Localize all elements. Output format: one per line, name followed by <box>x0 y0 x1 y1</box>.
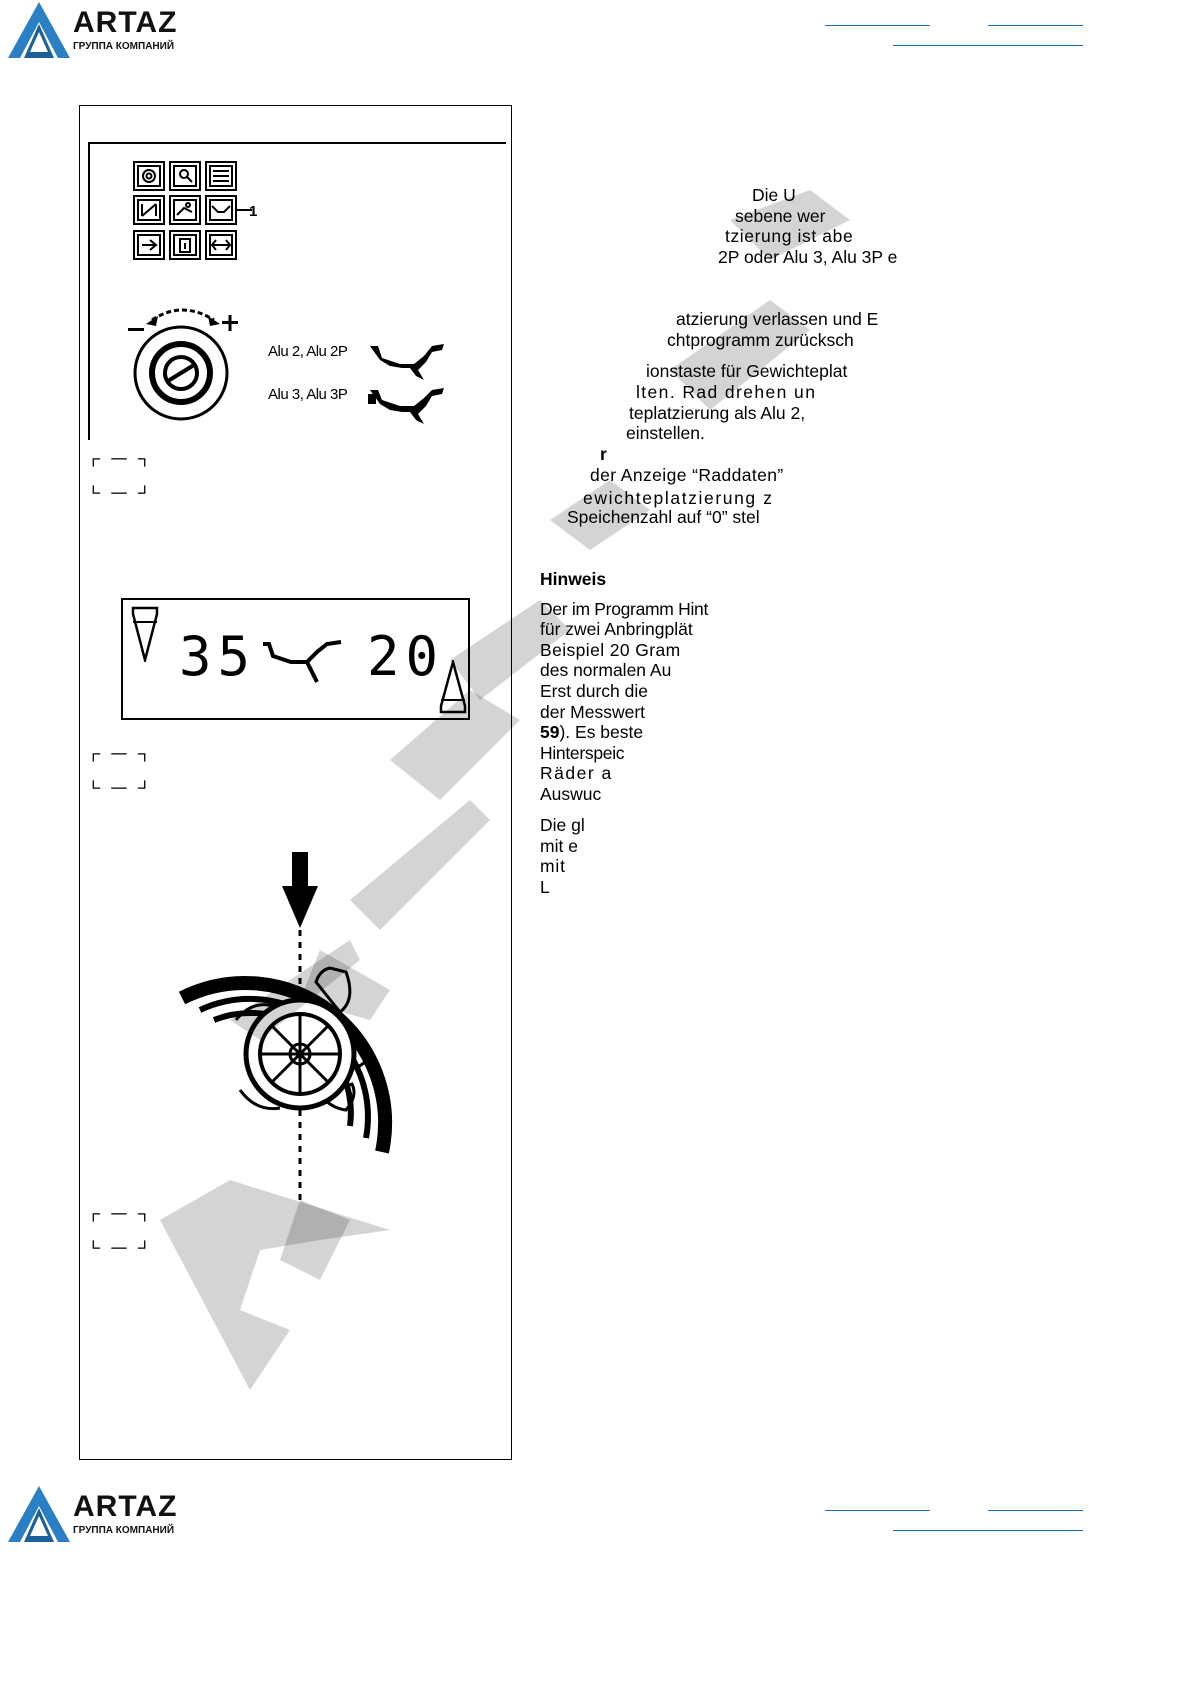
option-alu2-label: Alu 2, Alu 2P <box>268 343 348 360</box>
text-line: chtprogramm zurücksch <box>667 330 854 350</box>
rotary-knob-icon <box>124 298 244 423</box>
text-line: 2P oder Alu 3, Alu 3P e <box>718 247 898 267</box>
note-heading: Hinweis <box>540 569 607 589</box>
note-line: Die gl <box>540 815 585 835</box>
note-line: mit <box>540 856 566 876</box>
keypad-icon <box>132 160 262 264</box>
note-line: Räder a <box>540 763 613 783</box>
text-line: teplatzierung als Alu 2, <box>629 403 806 423</box>
note-line: Hinterspeic <box>540 743 625 763</box>
logo-subtitle: ГРУППА КОМПАНИЙ <box>73 1525 175 1536</box>
inner-weight-arrow-icon <box>131 606 159 662</box>
logo-subtitle: ГРУППА КОМПАНИЙ <box>73 41 175 52</box>
header-rule <box>893 45 1083 46</box>
display-right-value: 20 <box>367 625 445 688</box>
text-line: lten. Rad drehen un <box>636 382 817 402</box>
footer-rule <box>825 1510 930 1511</box>
text-line: sebene wer <box>735 206 826 226</box>
balance-display <box>121 598 470 720</box>
crop-bracket <box>88 458 150 494</box>
text-line: tzierung ist abe <box>725 226 854 246</box>
artaz-logo-icon <box>8 2 70 60</box>
wheel-profile-display-icon <box>261 638 347 688</box>
logo-wordmark: ARTAZ <box>73 6 178 39</box>
footer-logo <box>8 1486 178 1546</box>
header-rule <box>825 25 930 26</box>
note-line: Beispiel 20 Gram <box>540 640 681 660</box>
logo-wordmark: ARTAZ <box>73 1490 178 1523</box>
note-line: für zwei Anbringplät <box>540 619 693 639</box>
note-line: L <box>540 877 550 897</box>
note-line: mit e <box>540 836 578 856</box>
crop-bracket <box>88 753 150 789</box>
outer-weight-arrow-icon <box>439 660 467 716</box>
text-line: der Anzeige “Raddaten” <box>590 465 784 485</box>
note-line: des normalen Au <box>540 660 672 680</box>
note-line-tail: ). Es beste <box>559 722 644 742</box>
header-rule <box>988 25 1083 26</box>
note-line: Auswuc <box>540 784 602 804</box>
display-left-value: 35 <box>179 625 257 688</box>
text-line: r <box>600 444 607 464</box>
header-logo <box>8 2 178 62</box>
note-line: Der im Programm Hint <box>540 599 709 619</box>
wheel-position-illustration <box>170 850 440 1210</box>
crop-bracket <box>88 1213 150 1249</box>
figure-reference: 59 <box>540 722 560 742</box>
frame-left-rule <box>88 142 90 440</box>
footer-rule <box>988 1510 1083 1511</box>
artaz-logo-icon <box>8 1486 70 1544</box>
text-line: Die U <box>752 185 796 205</box>
footer-rule <box>893 1530 1083 1531</box>
text-line: ewichteplatzierung z <box>583 488 774 508</box>
wheel-profile-icon <box>366 340 450 430</box>
callout-1: 1 <box>249 203 258 220</box>
note-line <box>540 724 643 742</box>
note-line: Erst durch die <box>540 681 648 701</box>
frame-top-rule <box>88 142 506 144</box>
text-line: ionstaste für Gewichteplat <box>646 361 848 381</box>
text-line: einstellen. <box>626 423 705 443</box>
option-alu3-label: Alu 3, Alu 3P <box>268 386 348 403</box>
text-line: atzierung verlassen und E <box>676 309 879 329</box>
text-line: Speichenzahl auf “0” stel <box>567 507 760 527</box>
note-line: der Messwert <box>540 702 646 722</box>
